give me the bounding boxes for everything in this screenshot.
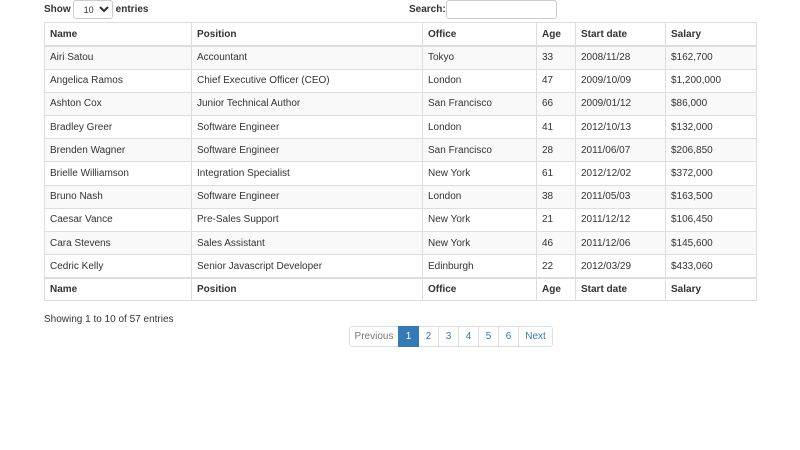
cell-salary: $433,060	[666, 255, 757, 278]
table-info: Showing 1 to 10 of 57 entries	[44, 314, 174, 325]
cell-age: 46	[537, 232, 576, 255]
previous-page-button[interactable]: Previous	[349, 326, 399, 347]
cell-start-date: 2012/03/29	[576, 255, 666, 278]
cell-position: Integration Specialist	[192, 162, 423, 185]
table-row	[45, 69, 757, 92]
footer-header-position: Position	[192, 278, 423, 301]
cell-start-date: 2011/12/06	[576, 232, 666, 255]
column-header-position[interactable]: Position	[192, 23, 423, 47]
show-label: Show	[44, 4, 71, 15]
search-control	[409, 0, 557, 19]
cell-age: 38	[537, 185, 576, 208]
cell-age: 22	[537, 255, 576, 278]
page-button-4[interactable]: 4	[458, 326, 479, 347]
cell-salary: $106,450	[666, 208, 757, 231]
cell-age: 61	[537, 162, 576, 185]
cell-position: Chief Executive Officer (CEO)	[192, 69, 423, 92]
cell-office: London	[423, 185, 537, 208]
cell-position: Pre-Sales Support	[192, 208, 423, 231]
page-button-5[interactable]: 5	[478, 326, 499, 347]
page-button-2[interactable]: 2	[418, 326, 439, 347]
page-button-6[interactable]: 6	[498, 326, 519, 347]
table-row	[45, 92, 757, 115]
next-page-button[interactable]: Next	[518, 326, 553, 347]
footer-header-start-date: Start date	[576, 278, 666, 301]
cell-salary: $86,000	[666, 92, 757, 115]
cell-salary: $145,600	[666, 232, 757, 255]
table-row	[45, 116, 757, 139]
entries-label: entries	[115, 4, 149, 15]
cell-name: Bradley Greer	[45, 116, 192, 139]
entries-length-control	[44, 0, 148, 19]
cell-start-date: 2009/01/12	[576, 92, 666, 115]
footer-header-age: Age	[537, 278, 576, 301]
cell-name: Angelica Ramos	[45, 69, 192, 92]
cell-start-date: 2012/12/02	[576, 162, 666, 185]
column-header-name[interactable]: Name	[45, 23, 192, 47]
cell-salary: $163,500	[666, 185, 757, 208]
footer-header-name: Name	[45, 278, 192, 301]
footer-row	[45, 278, 757, 301]
cell-position: Software Engineer	[192, 139, 423, 162]
cell-salary: $162,700	[666, 46, 757, 69]
cell-position: Accountant	[192, 46, 423, 69]
cell-office: Edinburgh	[423, 255, 537, 278]
cell-office: New York	[423, 232, 537, 255]
pagination	[349, 326, 553, 347]
cell-salary: $372,000	[666, 162, 757, 185]
page-button-3[interactable]: 3	[438, 326, 459, 347]
cell-name: Ashton Cox	[45, 92, 192, 115]
column-header-age[interactable]: Age	[537, 23, 576, 47]
cell-start-date: 2009/10/09	[576, 69, 666, 92]
cell-age: 66	[537, 92, 576, 115]
column-header-office[interactable]: Office	[423, 23, 537, 47]
cell-office: San Francisco	[423, 139, 537, 162]
cell-office: London	[423, 69, 537, 92]
cell-start-date: 2012/10/13	[576, 116, 666, 139]
cell-position: Software Engineer	[192, 116, 423, 139]
cell-office: New York	[423, 162, 537, 185]
cell-office: San Francisco	[423, 92, 537, 115]
footer-header-office: Office	[423, 278, 537, 301]
employees-table	[44, 22, 757, 301]
table-row	[45, 208, 757, 231]
cell-position: Junior Technical Author	[192, 92, 423, 115]
cell-office: New York	[423, 208, 537, 231]
cell-name: Caesar Vance	[45, 208, 192, 231]
cell-age: 41	[537, 116, 576, 139]
table-row	[45, 46, 757, 69]
cell-salary: $1,200,000	[666, 69, 757, 92]
cell-name: Brenden Wagner	[45, 139, 192, 162]
cell-name: Brielle Williamson	[45, 162, 192, 185]
column-header-salary[interactable]: Salary	[666, 23, 757, 47]
cell-position: Software Engineer	[192, 185, 423, 208]
table-body	[45, 46, 757, 278]
cell-name: Cara Stevens	[45, 232, 192, 255]
search-label: Search:	[409, 4, 446, 15]
table-row	[45, 185, 757, 208]
cell-salary: $206,850	[666, 139, 757, 162]
cell-start-date: 2008/11/28	[576, 46, 666, 69]
page-button-1[interactable]: 1	[398, 326, 419, 347]
cell-office: London	[423, 116, 537, 139]
table-row	[45, 139, 757, 162]
header-row	[45, 23, 757, 47]
cell-age: 21	[537, 208, 576, 231]
cell-age: 47	[537, 69, 576, 92]
footer-header-salary: Salary	[666, 278, 757, 301]
table-row	[45, 232, 757, 255]
cell-name: Cedric Kelly	[45, 255, 192, 278]
cell-start-date: 2011/06/07	[576, 139, 666, 162]
cell-name: Bruno Nash	[45, 185, 192, 208]
cell-position: Sales Assistant	[192, 232, 423, 255]
cell-start-date: 2011/05/03	[576, 185, 666, 208]
search-input[interactable]	[446, 0, 557, 19]
entries-per-page-select[interactable]	[73, 0, 113, 19]
cell-position: Senior Javascript Developer	[192, 255, 423, 278]
table-row	[45, 255, 757, 278]
cell-age: 28	[537, 139, 576, 162]
cell-office: Tokyo	[423, 46, 537, 69]
column-header-start-date[interactable]: Start date	[576, 23, 666, 47]
cell-name: Airi Satou	[45, 46, 192, 69]
cell-age: 33	[537, 46, 576, 69]
cell-start-date: 2011/12/12	[576, 208, 666, 231]
table-row	[45, 162, 757, 185]
cell-salary: $132,000	[666, 116, 757, 139]
